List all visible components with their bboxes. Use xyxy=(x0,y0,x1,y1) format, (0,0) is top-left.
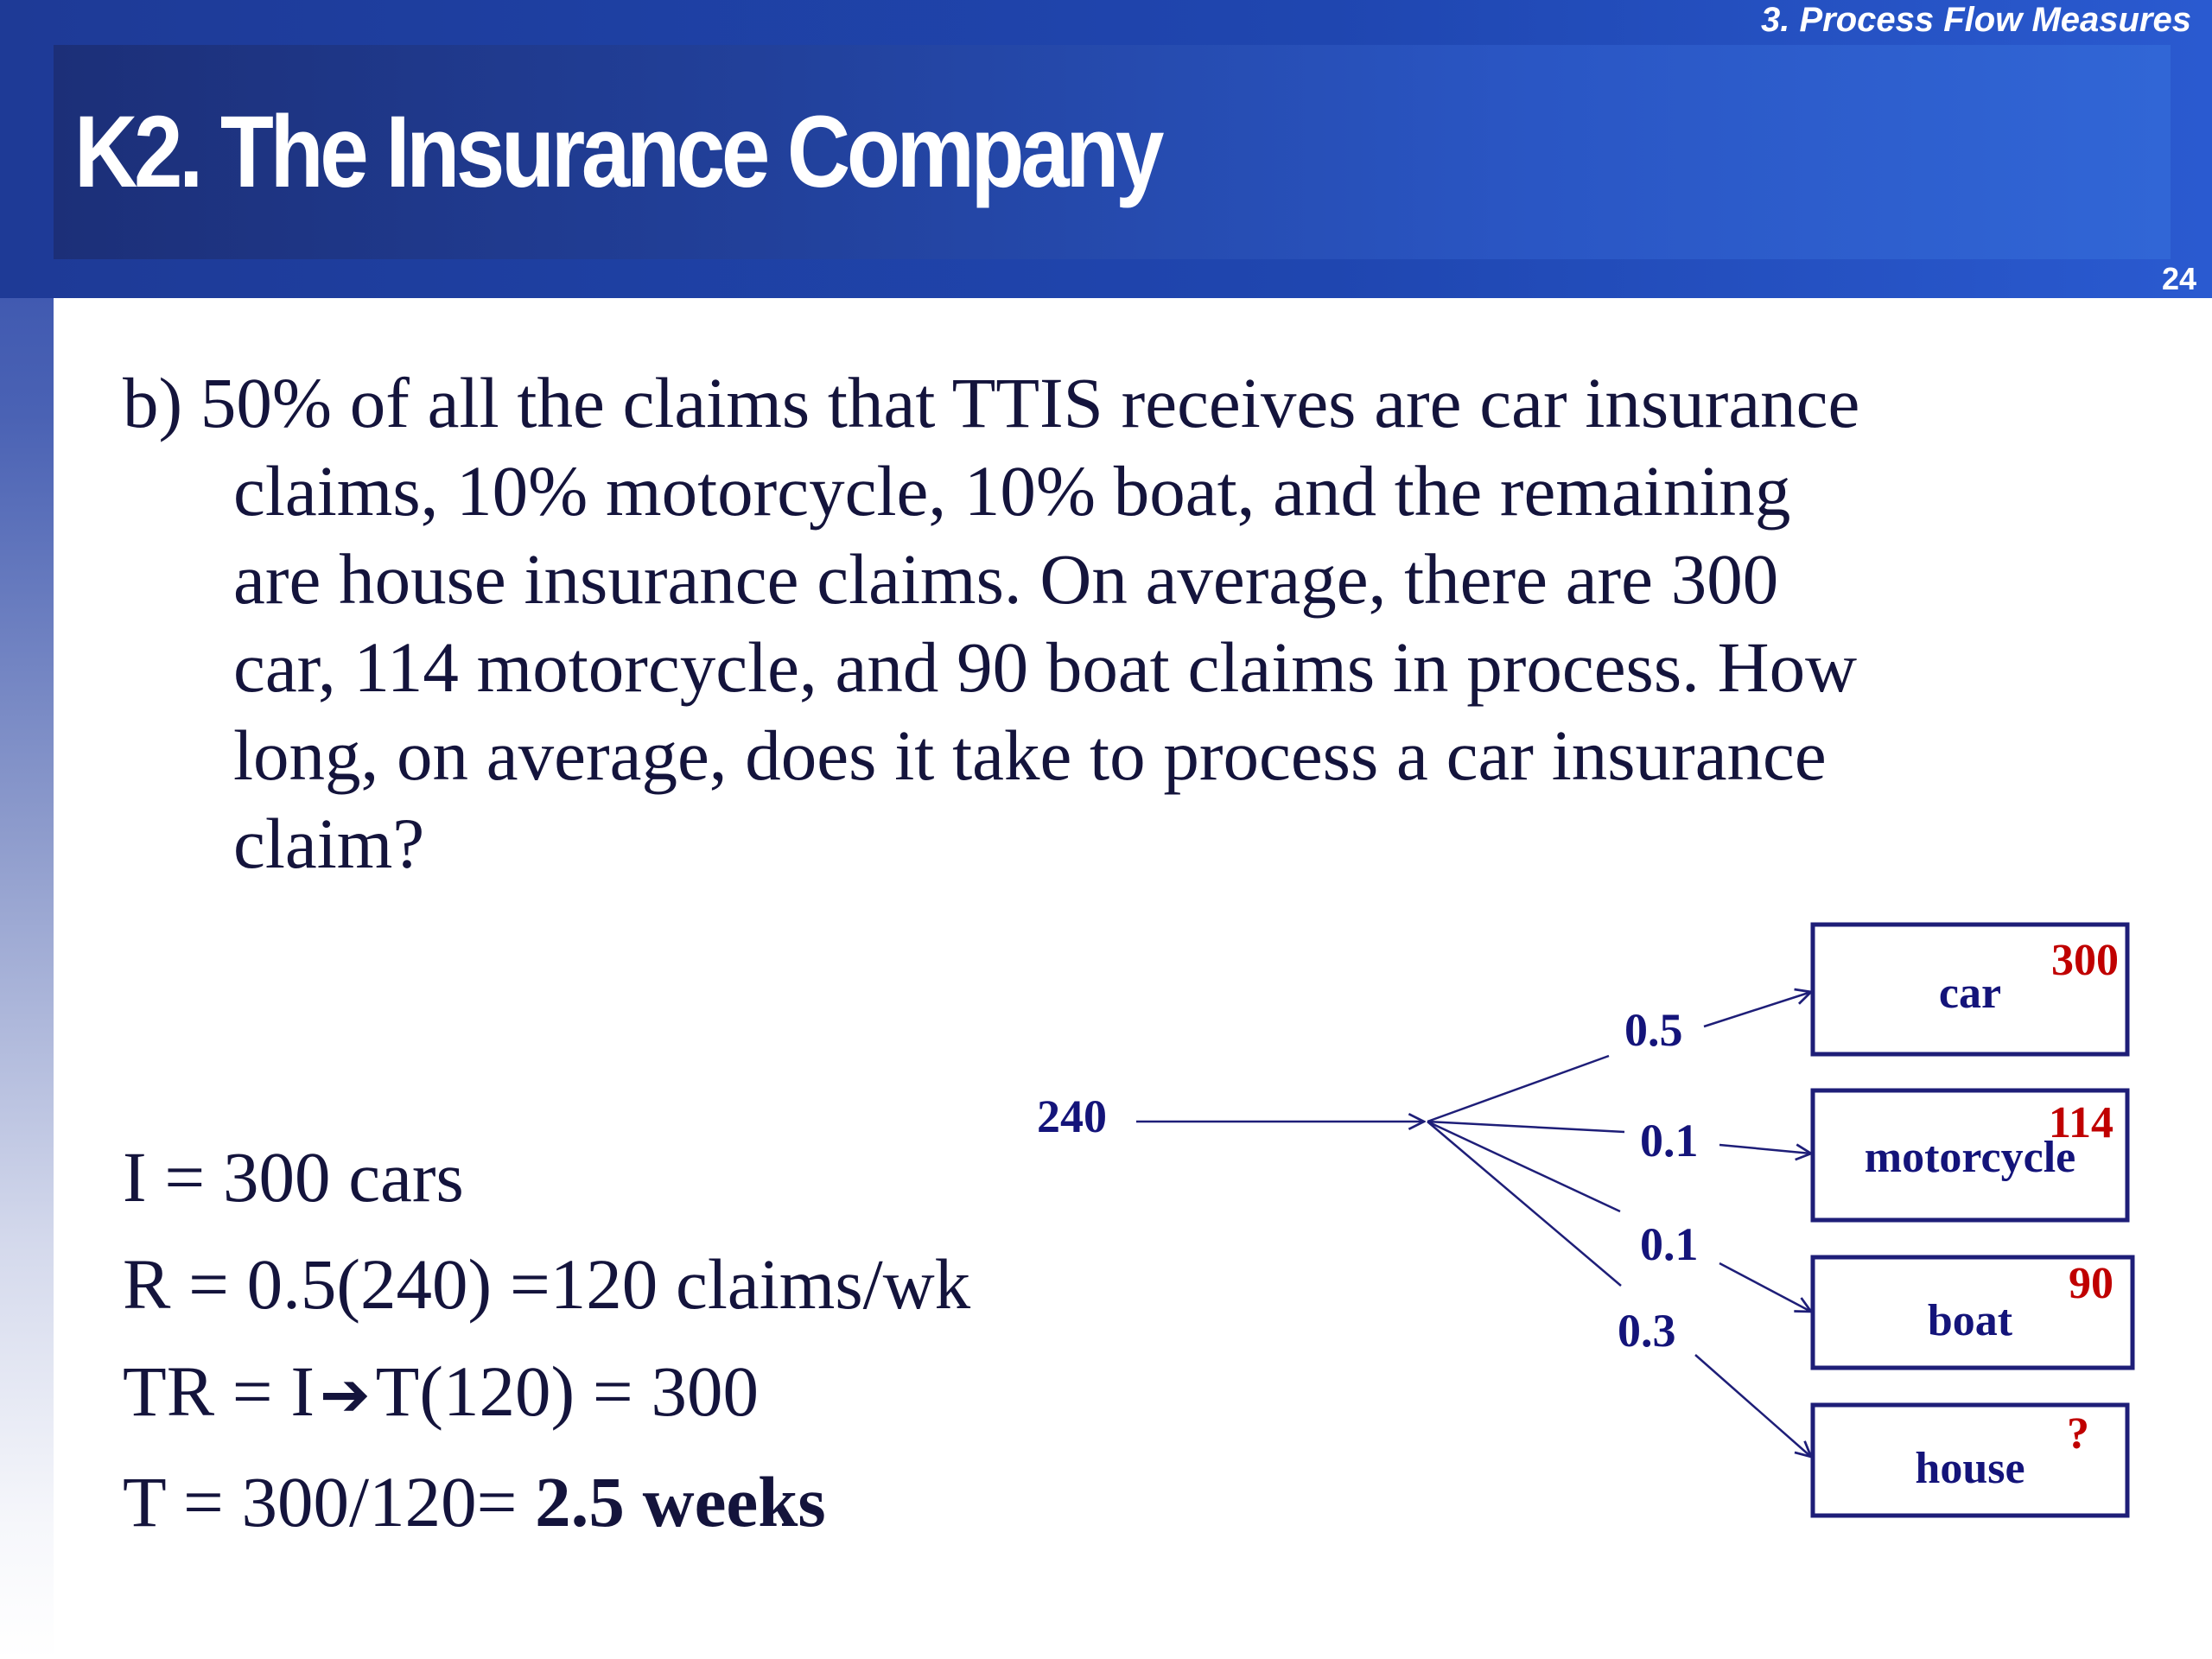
boat-label: boat xyxy=(1927,1296,2013,1345)
problem-line: b) 50% of all the claims that TTIS receives are car insurance xyxy=(123,363,1860,442)
problem-line: car, 114 motorcycle, and 90 boat claims in process. How xyxy=(233,627,1858,707)
fraction-label-car: 0.5 xyxy=(1624,1004,1683,1056)
slide-title: K2. The Insurance Company xyxy=(74,95,1161,209)
flow-time-prefix: T = 300/120= xyxy=(123,1462,536,1541)
problem-line: long, on average, does it take to process a car insurance xyxy=(233,715,1827,795)
arrow-to-house xyxy=(1695,1355,1811,1457)
problem-line: claims, 10% motorcycle, 10% boat, and the remaining xyxy=(233,451,1791,531)
problem-line: are house insurance claims. On average, there are 300 xyxy=(233,539,1779,619)
motorcycle-label: motorcycle xyxy=(1864,1133,2076,1182)
arrow-to-boat xyxy=(1719,1263,1811,1312)
input-rate-label: 240 xyxy=(1037,1090,1107,1142)
littles-law-left: TR = I xyxy=(123,1351,315,1431)
motorcycle-inventory: 114 xyxy=(2048,1098,2113,1147)
fraction-label-motorcycle: 0.1 xyxy=(1640,1115,1699,1166)
branch-line-car xyxy=(1427,1056,1609,1122)
boat-inventory: 90 xyxy=(2069,1259,2113,1308)
branch-line-motorcycle xyxy=(1427,1122,1624,1132)
problem-line: claim? xyxy=(233,804,425,883)
arrow-to-motorcycle xyxy=(1719,1145,1811,1154)
littles-law-right: T(120) = 300 xyxy=(375,1351,759,1431)
car-label: car xyxy=(1938,969,2002,1018)
implies-arrow-icon: ➔ xyxy=(320,1359,371,1430)
arrow-to-car xyxy=(1704,992,1811,1027)
house-inventory: ? xyxy=(2067,1409,2089,1459)
fraction-label-boat: 0.1 xyxy=(1640,1218,1699,1270)
branch-line-house xyxy=(1427,1122,1621,1286)
section-label: 3. Process Flow Measures xyxy=(1760,1,2191,39)
rate-equation: R = 0.5(240) =120 claims/wk xyxy=(123,1244,971,1324)
fraction-label-house: 0.3 xyxy=(1618,1305,1676,1357)
inventory-equation: I = 300 cars xyxy=(123,1137,464,1217)
branch-line-boat xyxy=(1427,1122,1620,1211)
car-inventory: 300 xyxy=(2051,936,2119,985)
flow-time-answer: 2.5 weeks xyxy=(535,1462,826,1541)
page-number: 24 xyxy=(2161,261,2196,296)
house-label: house xyxy=(1915,1444,2025,1493)
